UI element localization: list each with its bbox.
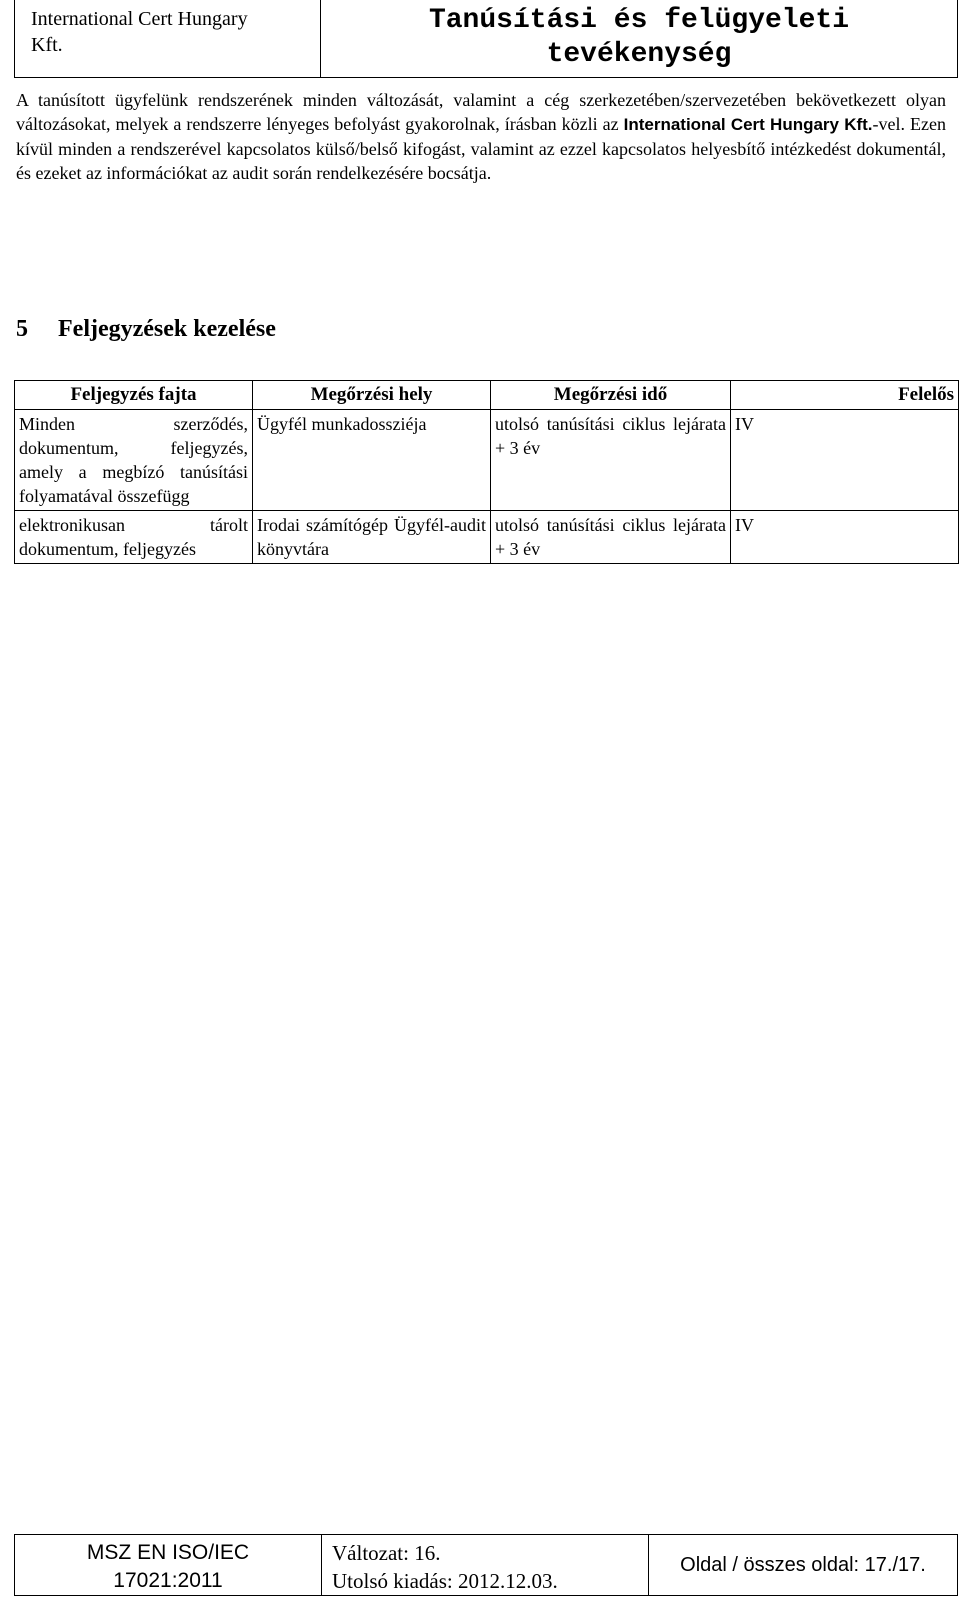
document-title-line1: Tanúsítási és felügyeleti (428, 5, 850, 36)
page-header (14, 0, 958, 78)
cell-record-type: Minden szerződés, dokumentum, feljegyzés, amely a megbízó tanúsítási folyamatával összefügg (15, 410, 253, 511)
footer-standard-line1: MSZ EN ISO/IEC (86, 1541, 250, 1564)
company-name (15, 0, 321, 77)
cell-storage-place: Ügyfél munkadossziéja (253, 410, 491, 511)
document-title-line2: tevékenység (546, 39, 732, 70)
paragraph-part1: A tanúsított ügyfelünk rendszerének minden változását, valamint a cég szerkezetében/szervezetében bekövetkezett olyan változásokat, melyek a rendszerre lényeges befolyást gyakorolnak, írásban közli az (16, 90, 946, 134)
footer-page-number: Oldal / összes oldal: 17./17. (680, 1553, 926, 1576)
footer-standard (15, 1535, 322, 1595)
table-row (15, 410, 959, 511)
table-header-row (15, 381, 959, 410)
cell-retention-time: utolsó tanúsítási ciklus lejárata + 3 év (491, 511, 731, 564)
document-title (321, 0, 957, 77)
header-retention-time: Megőrzési idő (491, 381, 731, 410)
records-table (14, 380, 959, 564)
section-title: Feljegyzések kezelése (58, 316, 276, 342)
cell-record-type: elektronikusan tárolt dokumentum, feljegyzés (15, 511, 253, 564)
section-heading (16, 316, 276, 343)
company-name-line1: International Cert Hungary (31, 8, 248, 30)
header-record-type: Feljegyzés fajta (15, 381, 253, 410)
body-paragraph (16, 88, 946, 185)
cell-responsible: IV (731, 410, 959, 511)
page-footer (14, 1534, 958, 1596)
footer-version: Változat: 16. (332, 1541, 441, 1565)
header-storage-place: Megőrzési hely (253, 381, 491, 410)
cell-responsible: IV (731, 511, 959, 564)
footer-standard-line2: 17021:2011 (113, 1569, 223, 1592)
paragraph-company: International Cert Hungary Kft. (623, 115, 873, 134)
header-responsible: Felelős (731, 381, 959, 410)
cell-storage-place: Irodai számítógép Ügyfél-audit könyvtára (253, 511, 491, 564)
cell-retention-time: utolsó tanúsítási ciklus lejárata + 3 év (491, 410, 731, 511)
footer-version-info (322, 1535, 649, 1595)
table-row (15, 511, 959, 564)
paragraph-part2: -vel. Ezen kívül minden a rendszerével kapcsolatos külső/belső kifogást, valamint az ezzel kapcsolatos helyesbítő intézkedést dokumentál, és ezeket az információkat az audit során rendelkezésére bocsátja. (16, 114, 946, 183)
footer-issue-date: Utolsó kiadás: 2012.12.03. (332, 1569, 558, 1593)
company-name-line2: Kft. (31, 34, 63, 56)
section-number: 5 (16, 316, 28, 342)
